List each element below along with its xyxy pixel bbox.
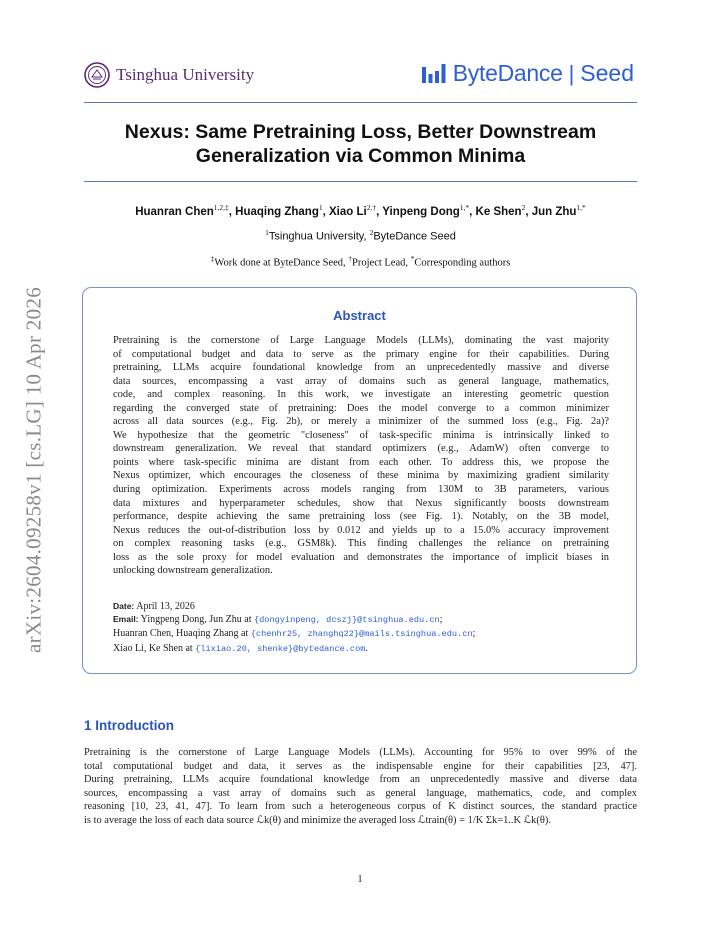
- abstract-heading: Abstract: [333, 308, 386, 323]
- text-line: sources, encompassing a vast array of domains such as general language, mathematics, code, and complex: [84, 787, 637, 799]
- paper-title: [84, 120, 637, 168]
- email-label: Email:: [113, 614, 139, 625]
- email-names: Huanran Chen, Huaqing Zhang at: [113, 628, 251, 640]
- author-marks: 2,†: [366, 203, 377, 212]
- paper-metadata: [113, 600, 475, 656]
- arxiv-sidebar: [14, 260, 54, 680]
- page-number: 1: [357, 874, 363, 885]
- text-line: Pretraining is the cornerstone of Large Language Models (LLMs). Accounting for 95% to over 99% of the: [84, 747, 637, 758]
- author-notes: [84, 254, 637, 269]
- affiliation-mark: 1: [265, 228, 269, 237]
- email-row: Email: Yingpeng Dong, Jun Zhu at {dongyinpeng, dcszj}@tsinghua.edu.cn;: [113, 614, 443, 626]
- abstract-body: [113, 334, 609, 578]
- arxiv-identifier: arXiv:2604.09258v1 [cs.LG] 10 Apr 2026: [21, 286, 46, 654]
- text-line: pretraining, LLMs acquire foundational knowledge from an unprecedentedly massive and diverse: [113, 362, 609, 374]
- affiliation-mark: 2: [369, 228, 374, 237]
- author-marks: 1: [318, 203, 323, 212]
- tsinghua-seal-icon: [84, 62, 110, 88]
- date-row: [113, 600, 475, 613]
- text-line: reasoning [10, 23, 41, 47]. To learn from such a heterogeneous corpus of K distinct sources, the standard practice: [84, 801, 637, 812]
- text-line: During pretraining, LLMs acquire foundational knowledge from an unprecedentedly massive and diverse data: [84, 774, 637, 785]
- text-line: performance, despite achieving the same pretraining loss (see Fig. 1). Notably, on the 3B model,: [113, 511, 609, 523]
- text-line: downstream generalization. We reveal that standard optimizers (e.g., AdamW) often converge to: [113, 443, 609, 455]
- author-name: Huanran Chen: [135, 205, 214, 218]
- note-text: Project Lead,: [352, 257, 411, 269]
- text-line: across all data sources (e.g., Fig. 2b), or merely a minimizer of the summed loss (e.g., Fig. 2a)?: [113, 416, 609, 428]
- email-link[interactable]: {lixiao.20, shenke}@bytedance.com: [195, 643, 366, 654]
- text-line: Nexus optimizer, which encourages the closeness of these minima by maximizing gradient similarity: [113, 470, 609, 482]
- text-line: is to average the loss of each data source ℒk(θ) and minimize the averaged loss ℒtrain(θ) = 1/K Σk=1..K ℒk(θ).: [84, 814, 551, 826]
- title-line-2: Generalization via Common Minima: [195, 145, 526, 167]
- email-link[interactable]: {chenhr25, zhanghq22}@mails.tsinghua.edu.cn: [250, 629, 473, 640]
- bytedance-bars-icon: [421, 63, 447, 85]
- section-heading-introduction: 1 Introduction: [84, 718, 174, 733]
- tsinghua-logo: [84, 62, 254, 88]
- author-marks: 2: [521, 203, 526, 212]
- text-line: of computational budget and data to serve as the primary engine for their capabilities. During: [113, 348, 609, 360]
- text-line: unlocking downstream generalization.: [113, 565, 273, 577]
- affiliation-2: ByteDance Seed: [373, 230, 456, 243]
- text-line: data sources, encompassing a vast array of domains such as general language, mathematics,: [113, 375, 609, 387]
- text-line: Pretraining is the cornerstone of Large Language Models (LLMs), dominating the vast majority: [113, 335, 609, 346]
- note-mark: †: [348, 254, 353, 263]
- team-name: Seed: [580, 60, 634, 86]
- note-mark: *: [410, 254, 415, 263]
- text-line: loss as the sole proxy for model evaluation and demonstrates the importance of implicit biases in: [113, 551, 609, 563]
- text-line: We hypothesize that the geometric "closeness" of task-specific minima is intrinsically linked to: [113, 429, 609, 441]
- date-value: April 13, 2026: [136, 601, 195, 612]
- email-row: Huanran Chen, Huaqing Zhang at {chenhr25, zhanghq22}@mails.tsinghua.edu.cn;: [113, 628, 476, 640]
- author-marks: 1,*: [576, 203, 586, 212]
- text-line: on complex reasoning tasks (e.g., GSM8k). This finding challenges the reliance on pretraining: [113, 538, 609, 550]
- date-label: Date:: [113, 601, 135, 611]
- author-name: Yinpeng Dong: [382, 205, 460, 218]
- introduction-body: [84, 746, 637, 827]
- note-text: Corresponding authors: [414, 257, 511, 269]
- header-rule: [84, 102, 637, 103]
- text-line: Nexus reduces the out-of-distribution loss by 0.012 and yields up to a 15.0% accuracy improvement: [113, 524, 609, 536]
- email-link[interactable]: {dongyinpeng, dcszj}@tsinghua.edu.cn: [253, 615, 440, 626]
- email-row: Xiao Li, Ke Shen at {lixiao.20, shenke}@bytedance.com.: [113, 642, 368, 654]
- author-name: Xiao Li: [329, 205, 367, 218]
- author-name: Ke Shen: [475, 205, 522, 218]
- author-marks: 1,*: [459, 203, 470, 212]
- university-name: Tsinghua University: [116, 65, 255, 84]
- affiliations: $^1$Tsinghua University, $^2$ByteDance Seed: [265, 228, 456, 243]
- abstract-box: [82, 287, 637, 674]
- text-line: during optimization. Experiments across models ranging from 130M to 3B parameters, various: [113, 484, 609, 496]
- author-list: Huanran Chen$^{1,2,\ddagger}$, Huaqing Zhang$^1$, Xiao $Li^{2,\dagger}$, Yinpeng Dong$^{1,*}$, Ke Shen$^2$, Jun Zhu$^{1,*}$: [135, 203, 586, 218]
- email-names: Xiao Li, Ke Shen at: [113, 642, 196, 654]
- text-line: regarding the converged state of pretraining: Does the model converge to a common minimizer: [113, 402, 609, 414]
- email-names: Yingpeng Dong, Jun Zhu at: [140, 614, 254, 626]
- logo-separator: |: [568, 60, 575, 86]
- note-mark: ‡: [210, 254, 215, 263]
- affiliation-1: Tsinghua University: [268, 230, 364, 243]
- author-marks: 1,2,‡: [213, 203, 229, 212]
- company-name: ByteDance: [452, 60, 563, 86]
- text-line: data mixtures and hyperparameter schedules, show that Nexus significantly boosts downstream: [113, 497, 609, 509]
- text-line: code, and complex reasoning. In this work, we investigate an interesting geometric question: [113, 389, 609, 401]
- text-line: total computational budget and data, it serves as the indispensable engine for their capabilities [23, 47].: [84, 760, 637, 772]
- author-name: Jun Zhu: [531, 205, 577, 218]
- text-line: points where task-specific minima are distant from each other. To address this, we propose the: [113, 456, 609, 468]
- author-name: Huaqing Zhang: [235, 205, 319, 218]
- title-rule: [84, 181, 637, 182]
- title-line-1: Nexus: Same Pretraining Loss, Better Downstream: [124, 121, 597, 143]
- note-text: Work done at ByteDance Seed,: [214, 257, 349, 269]
- bytedance-seed-logo: [421, 60, 634, 87]
